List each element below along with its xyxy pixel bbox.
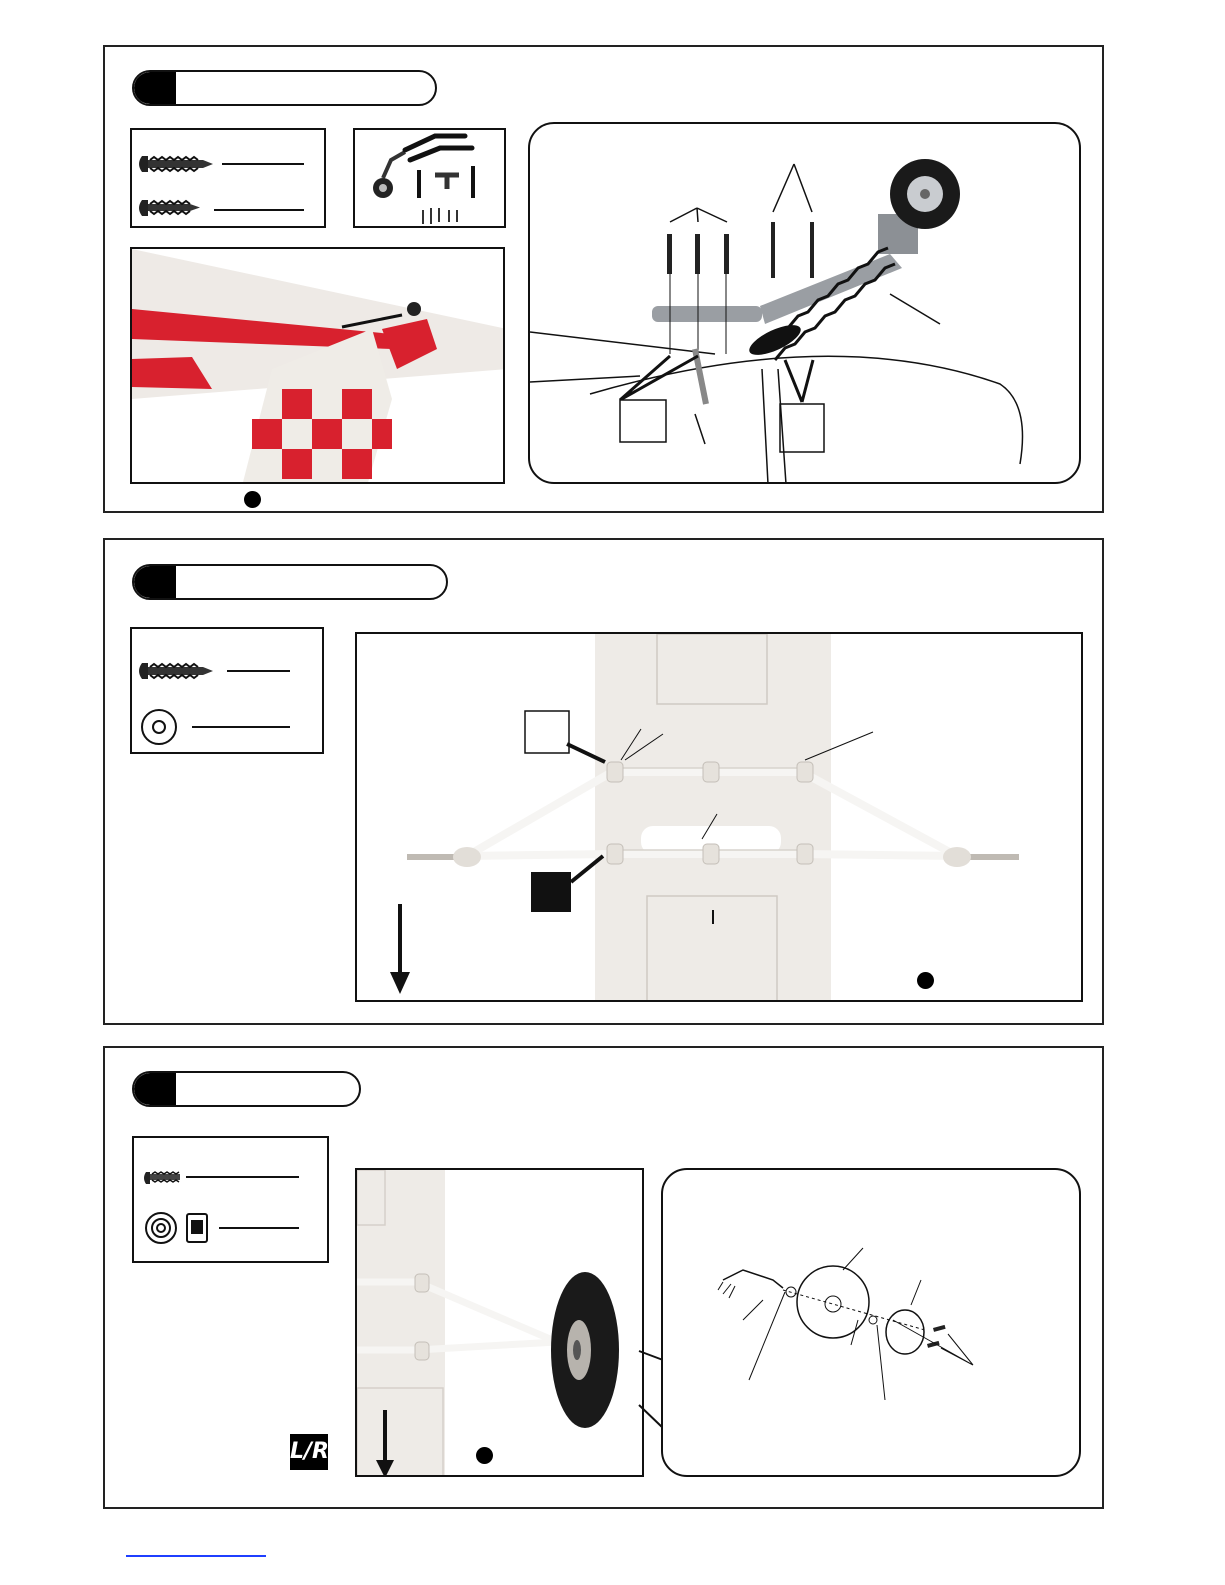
wheel-collar-icon	[146, 1213, 176, 1243]
drill-hole-inset-icon	[620, 400, 666, 442]
step-header-tab	[132, 1071, 361, 1107]
tail-wheel-exploded-diagram	[530, 124, 1081, 484]
step-section-wheels	[103, 1046, 1104, 1509]
wheel-assembly-diagram-box	[661, 1168, 1081, 1477]
step-bullet-dot	[244, 491, 261, 508]
footer-link-underline[interactable]	[126, 1555, 266, 1557]
screw-long-icon	[139, 156, 304, 172]
step-bullet-dot	[917, 972, 934, 989]
step-section-main-gear	[103, 538, 1104, 1025]
main-gear-photo-box	[355, 632, 1083, 1002]
parts-list-box	[130, 128, 326, 228]
step-number-block	[134, 566, 176, 598]
step-bullet-dot	[476, 1447, 493, 1464]
kit-contents-box	[353, 128, 506, 228]
drill-hole-inset-icon	[525, 711, 569, 753]
wheel-photo-box	[355, 1168, 644, 1477]
step-number-block	[134, 72, 176, 104]
parts-list-box	[130, 627, 324, 754]
step-section-tail-wheel	[103, 45, 1104, 513]
wheel-parts-illustration	[134, 1138, 331, 1265]
wheel-photo	[357, 1170, 644, 1477]
set-screw-collar-icon	[187, 1214, 299, 1242]
forward-arrow-icon	[390, 904, 410, 994]
tail-wheel-diagram-box	[528, 122, 1081, 484]
wheel-exploded-diagram	[663, 1170, 1081, 1477]
step-header-tab	[132, 564, 448, 600]
tail-section-photo	[132, 249, 505, 484]
main-gear-photo	[357, 634, 1083, 1002]
screw-short-icon	[139, 200, 304, 216]
gear-parts-illustration	[132, 629, 326, 756]
step-number-block	[134, 1073, 176, 1105]
step-header-tab	[132, 70, 437, 106]
parts-list-box	[132, 1136, 329, 1263]
washer-icon	[142, 710, 290, 744]
screw-icon	[144, 1172, 299, 1184]
glue-inset-icon	[531, 872, 571, 912]
screw-parts-illustration	[132, 130, 328, 230]
tail-photo-box	[130, 247, 505, 484]
tail-wheel-kit-illustration	[355, 130, 508, 230]
wood-screw-icons	[667, 222, 814, 278]
left-right-badge: L/R	[290, 1434, 328, 1470]
screw-icon	[139, 663, 290, 679]
drill-hole-inset-icon-2	[780, 404, 824, 452]
